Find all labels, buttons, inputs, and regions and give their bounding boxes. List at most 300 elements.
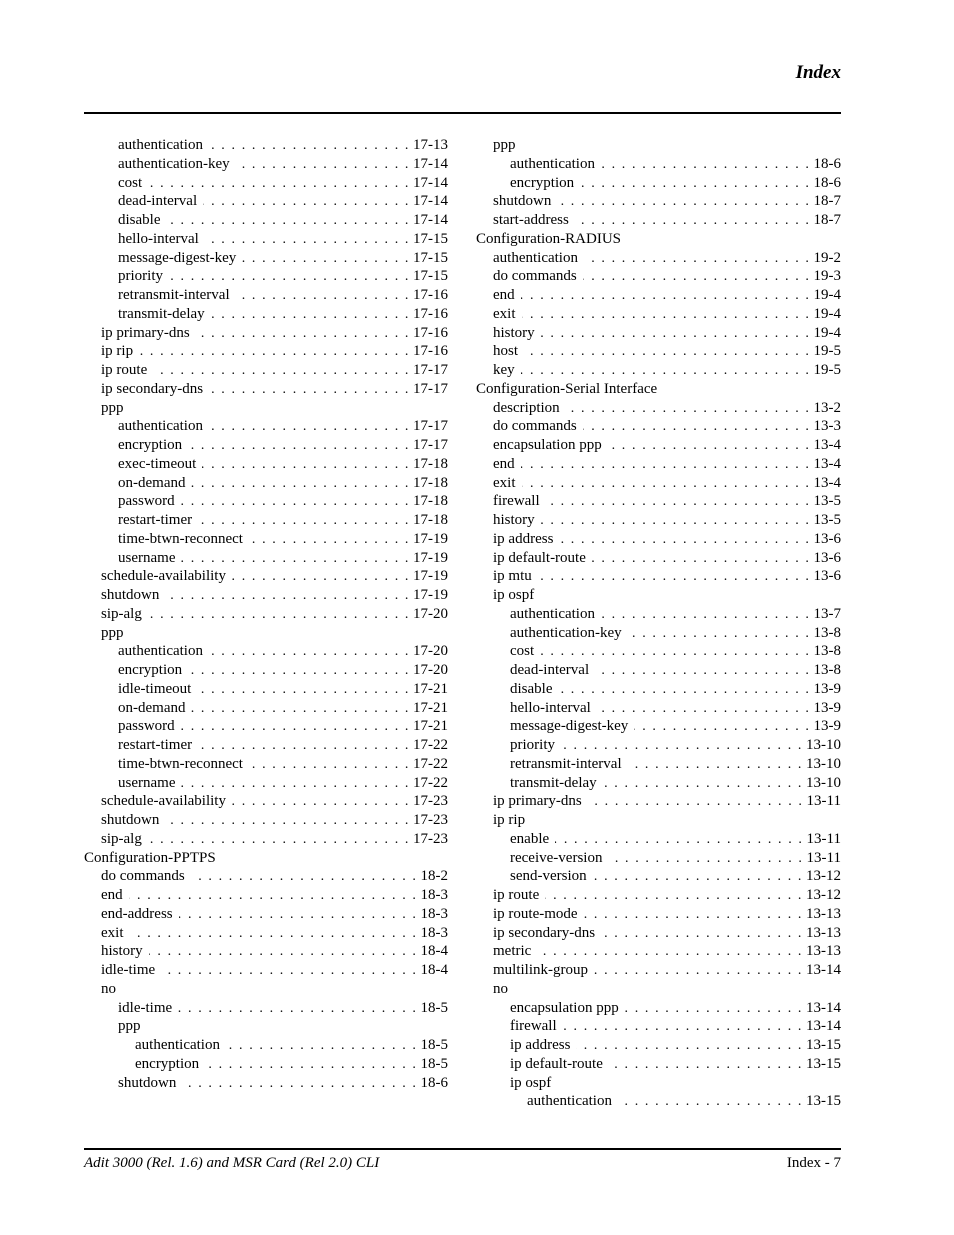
dot-leader (618, 1093, 803, 1112)
index-entry (84, 642, 448, 661)
index-page-ref[interactable]: 13-14 (806, 962, 841, 978)
index-page-ref[interactable]: 17-15 (413, 268, 448, 285)
index-term: hello-interval (118, 230, 199, 247)
index-page-ref[interactable]: 17-20 (413, 605, 448, 622)
index-term: key (493, 362, 515, 378)
index-entry (84, 399, 448, 418)
index-entry (84, 324, 448, 343)
index-page-ref[interactable]: 13-10 (806, 737, 841, 753)
index-page-ref[interactable]: 13-4 (813, 455, 841, 472)
index-entry (476, 511, 841, 530)
index-term: transmit-delay (118, 305, 205, 322)
dot-leader (179, 906, 418, 925)
index-entry (84, 736, 448, 755)
index-page-ref[interactable]: 13-13 (806, 924, 841, 941)
index-page-ref[interactable]: 17-19 (413, 568, 448, 585)
index-term: multilink-group (493, 962, 588, 978)
index-term: start-address (493, 212, 569, 228)
index-entry (84, 567, 448, 586)
dot-leader (566, 400, 811, 419)
index-entry (476, 736, 841, 755)
index-term: description (493, 399, 560, 416)
index-entry (84, 830, 448, 849)
index-term: do commands (493, 268, 577, 285)
index-term: end (493, 287, 515, 303)
index-page-ref[interactable]: 18-6 (420, 1074, 448, 1091)
index-term: receive-version (510, 849, 603, 866)
dot-leader (601, 925, 803, 944)
index-entry (84, 905, 448, 924)
dot-leader (546, 493, 811, 512)
dot-leader (130, 925, 418, 944)
index-page-ref[interactable]: 13-14 (806, 999, 841, 1016)
index-entry (476, 436, 841, 455)
dot-leader (521, 456, 811, 475)
index-term: ip secondary-dns (101, 380, 204, 397)
index-entry (84, 886, 448, 905)
index-term: transmit-delay (510, 774, 597, 791)
index-term: authentication (118, 137, 203, 153)
index-term: do commands (101, 868, 185, 885)
dot-leader (583, 268, 811, 287)
index-page-ref[interactable]: 13-5 (813, 512, 841, 528)
index-term: idle-time (118, 999, 173, 1016)
index-term: enable (510, 830, 550, 847)
dot-leader (545, 887, 803, 906)
index-page-ref[interactable]: 18-6 (813, 174, 841, 191)
index-term: on-demand (118, 699, 186, 716)
index-term: exit (101, 924, 124, 941)
index-term: password (118, 718, 175, 735)
index-entry (84, 811, 448, 830)
index-term: ip default-route (510, 1055, 603, 1072)
dot-leader (521, 287, 811, 306)
dot-leader (584, 906, 803, 925)
dot-leader (209, 418, 410, 437)
index-page-ref[interactable]: 17-14 (413, 193, 448, 210)
index-entry (476, 774, 841, 793)
index-page-ref[interactable]: 17-13 (413, 137, 448, 153)
dot-leader (634, 718, 810, 737)
index-term: ip mtu (493, 568, 532, 585)
index-page-ref[interactable]: 13-8 (813, 643, 841, 660)
index-page-ref[interactable]: 17-14 (413, 174, 448, 191)
index-page-ref[interactable]: 18-3 (420, 887, 448, 903)
dot-leader (608, 437, 811, 456)
index-page-ref[interactable]: 17-14 (413, 155, 448, 172)
index-page-ref[interactable]: 13-15 (806, 1037, 841, 1053)
index-page-ref[interactable]: 17-18 (413, 474, 448, 491)
dot-leader (601, 156, 811, 175)
index-page-ref[interactable]: 17-17 (413, 437, 448, 453)
index-page-ref[interactable]: 17-15 (413, 249, 448, 266)
dot-leader (148, 175, 410, 194)
index-entry (476, 174, 841, 193)
index-entry (476, 136, 841, 155)
dot-leader (205, 231, 410, 250)
index-term: restart-timer (118, 512, 193, 528)
index-page-ref[interactable]: 13-3 (813, 418, 841, 435)
index-entry (84, 342, 448, 361)
index-entry (476, 717, 841, 736)
index-term: priority (118, 268, 163, 285)
index-entry (84, 586, 448, 605)
index-term: priority (510, 737, 555, 753)
index-page-ref[interactable]: 17-22 (413, 755, 448, 772)
index-page-ref[interactable]: 17-20 (413, 643, 448, 660)
index-page-ref[interactable]: 17-20 (413, 662, 448, 678)
index-entry (476, 680, 841, 699)
index-page-ref[interactable]: 13-2 (813, 399, 841, 416)
index-page-ref[interactable]: 19-5 (813, 343, 841, 360)
index-entry (84, 230, 448, 249)
index-term: ip route (101, 362, 148, 378)
index-entry (476, 324, 841, 343)
index-entry (84, 361, 448, 380)
index-entry (84, 999, 448, 1018)
index-entry (476, 361, 841, 380)
index-page-ref[interactable]: 17-23 (413, 793, 448, 810)
index-entry (84, 267, 448, 286)
index-entry (84, 286, 448, 305)
index-entry (476, 1092, 841, 1111)
index-entry (476, 286, 841, 305)
index-term: encryption (118, 662, 183, 678)
index-entry (476, 867, 841, 886)
index-entry (476, 399, 841, 418)
dot-leader (522, 475, 811, 494)
dot-leader (561, 737, 803, 756)
index-entry (476, 830, 841, 849)
index-term: cost (118, 174, 143, 191)
index-term: schedule-availability (101, 568, 226, 585)
index-entry (476, 605, 841, 624)
index-term: firewall (510, 1018, 557, 1035)
index-entry (84, 492, 448, 511)
index-column-right (476, 136, 841, 1111)
index-term: message-digest-key (510, 718, 629, 735)
dot-leader (593, 868, 803, 887)
index-term: idle-timeout (118, 680, 192, 697)
dot-leader (148, 606, 410, 625)
index-page-ref[interactable]: 19-4 (813, 287, 841, 303)
index-page-ref[interactable]: 13-13 (806, 943, 841, 960)
header-rule (84, 112, 841, 114)
index-page-ref[interactable]: 17-21 (413, 680, 448, 697)
index-term: username (118, 549, 176, 566)
index-page-ref[interactable]: 17-17 (413, 418, 448, 435)
index-entry (476, 305, 841, 324)
index-page-ref[interactable]: 17-22 (413, 737, 448, 753)
index-page-ref[interactable]: 19-2 (813, 249, 841, 266)
dot-leader (580, 175, 810, 194)
index-page-ref[interactable]: 17-15 (413, 230, 448, 247)
index-entry (84, 211, 448, 230)
index-page-ref[interactable]: 17-21 (413, 718, 448, 735)
index-page-ref[interactable]: 18-4 (420, 943, 448, 960)
index-entry (476, 1074, 841, 1093)
index-entry (84, 942, 448, 961)
dot-leader (594, 962, 803, 981)
index-page-ref[interactable]: 13-4 (813, 437, 841, 453)
index-page-ref[interactable]: 18-3 (420, 905, 448, 922)
dot-leader (541, 512, 811, 531)
index-page-ref[interactable]: 13-15 (806, 1093, 841, 1110)
index-entry (476, 211, 841, 230)
index-page-ref[interactable]: 17-21 (413, 699, 448, 716)
index-term: ip route-mode (493, 905, 578, 922)
index-entry (84, 849, 448, 868)
index-term: authentication (135, 1037, 220, 1053)
index-page-ref[interactable]: 18-7 (813, 193, 841, 210)
dot-leader (601, 606, 811, 625)
index-entry (476, 755, 841, 774)
index-term: ip address (493, 530, 554, 547)
index-term: retransmit-interval (118, 287, 230, 303)
index-term: end-address (101, 905, 173, 922)
index-page-ref[interactable]: 13-7 (813, 605, 841, 622)
dot-leader (559, 681, 811, 700)
index-page-ref[interactable]: 18-5 (420, 1055, 448, 1072)
index-page-ref[interactable]: 13-13 (806, 905, 841, 922)
index-entry (84, 511, 448, 530)
index-page-ref[interactable]: 17-17 (413, 362, 448, 378)
dot-leader (188, 437, 410, 456)
dot-leader (167, 212, 411, 231)
index-entry (476, 249, 841, 268)
index-term: ip default-route (493, 549, 586, 566)
index-entry (84, 417, 448, 436)
dot-leader (249, 756, 410, 775)
index-page-ref[interactable]: 13-12 (806, 868, 841, 885)
footer-rule (84, 1148, 841, 1150)
index-entry (476, 474, 841, 493)
index-entry (84, 961, 448, 980)
index-entry (476, 886, 841, 905)
index-page-ref[interactable]: 13-8 (813, 624, 841, 641)
index-page-ref[interactable]: 13-12 (806, 887, 841, 903)
index-entry (84, 249, 448, 268)
index-page-ref[interactable]: 13-15 (806, 1055, 841, 1072)
index-page-ref[interactable]: 13-8 (813, 662, 841, 678)
dot-leader (557, 193, 810, 212)
index-page-ref[interactable]: 18-5 (420, 1037, 448, 1053)
index-entry (476, 380, 841, 399)
index-page-ref[interactable]: 13-11 (806, 793, 841, 810)
index-term: shutdown (493, 193, 552, 210)
index-term: exec-timeout (118, 455, 197, 472)
dot-leader (191, 868, 418, 887)
index-term: idle-time (101, 962, 156, 978)
index-term: encryption (135, 1055, 200, 1072)
index-page-ref[interactable]: 13-10 (806, 774, 841, 791)
dot-leader (188, 662, 410, 681)
index-term: no (493, 980, 508, 997)
index-term: do commands (493, 418, 577, 435)
index-page-ref[interactable]: 18-3 (420, 924, 448, 941)
index-page-ref[interactable]: 18-5 (420, 999, 448, 1016)
index-entry (84, 530, 448, 549)
index-entry (84, 1017, 448, 1036)
index-term: host (493, 343, 519, 360)
index-page-ref[interactable]: 18-7 (813, 212, 841, 228)
index-term: encapsulation ppp (493, 437, 602, 453)
index-term: sip-alg (101, 830, 142, 847)
dot-leader (628, 756, 803, 775)
dot-leader (576, 1037, 803, 1056)
index-page-ref[interactable]: 19-4 (813, 305, 841, 322)
index-page-ref[interactable]: 13-4 (813, 474, 841, 491)
index-page-ref[interactable]: 13-10 (806, 755, 841, 772)
index-page-ref[interactable]: 13-9 (813, 699, 841, 716)
index-term: ip rip (493, 812, 526, 828)
index-entry (476, 567, 841, 586)
index-page-ref[interactable]: 17-23 (413, 830, 448, 847)
index-page-ref[interactable]: 17-16 (413, 287, 448, 303)
index-entry (476, 1055, 841, 1074)
index-entry (476, 980, 841, 999)
dot-leader (148, 831, 410, 850)
dot-leader (537, 943, 803, 962)
index-entry (84, 1036, 448, 1055)
dot-leader (522, 306, 811, 325)
index-term: disable (510, 680, 553, 697)
dot-leader (129, 887, 418, 906)
index-entry (84, 1074, 448, 1093)
index-term: ip rip (101, 343, 134, 360)
index-page-ref[interactable]: 17-18 (413, 455, 448, 472)
dot-leader (181, 550, 410, 569)
index-entry (476, 961, 841, 980)
index-term: time-btwn-reconnect (118, 530, 243, 547)
dot-leader (609, 1056, 803, 1075)
index-term: sip-alg (101, 605, 142, 622)
dot-leader (603, 775, 803, 794)
index-entry (84, 192, 448, 211)
index-entry (476, 624, 841, 643)
index-page-ref[interactable]: 13-6 (813, 530, 841, 547)
index-entry (84, 699, 448, 718)
index-entry (84, 774, 448, 793)
index-term: password (118, 493, 175, 510)
index-page-ref[interactable]: 17-22 (413, 774, 448, 791)
index-page-ref[interactable]: 13-9 (813, 718, 841, 735)
index-entry (84, 155, 448, 174)
dot-leader (149, 943, 418, 962)
index-term: authentication (118, 643, 203, 660)
index-term: authentication (118, 418, 203, 435)
index-page-ref[interactable]: 13-11 (806, 830, 841, 847)
index-page-ref[interactable]: 18-2 (420, 868, 448, 885)
index-page-ref[interactable]: 19-4 (813, 324, 841, 341)
dot-leader (595, 662, 810, 681)
index-page-ref[interactable]: 17-16 (413, 343, 448, 360)
dot-leader (584, 250, 811, 269)
index-term: ppp (118, 1018, 141, 1035)
dot-leader (182, 1075, 417, 1094)
index-term: shutdown (101, 812, 160, 828)
index-entry (84, 305, 448, 324)
index-term: on-demand (118, 474, 186, 491)
index-page-ref[interactable]: 17-23 (413, 812, 448, 828)
index-term: send-version (510, 868, 587, 885)
index-page-ref[interactable]: 13-14 (806, 1018, 841, 1035)
index-column-left (84, 136, 448, 1092)
index-page-ref[interactable]: 17-16 (413, 305, 448, 322)
index-page-ref[interactable]: 13-11 (806, 849, 841, 866)
index-entry (476, 811, 841, 830)
dot-leader (165, 812, 410, 831)
dot-leader (181, 718, 410, 737)
index-entry (476, 492, 841, 511)
dot-leader (628, 625, 811, 644)
index-page-ref[interactable]: 17-19 (413, 530, 448, 547)
dot-leader (196, 325, 410, 344)
dot-leader (165, 587, 410, 606)
index-entry (84, 867, 448, 886)
index-term: authentication-key (510, 624, 622, 641)
dot-leader (597, 700, 811, 719)
index-page-ref[interactable]: 13-5 (813, 493, 841, 510)
index-entry (84, 549, 448, 568)
index-page-ref[interactable]: 18-6 (813, 155, 841, 172)
index-entry (84, 755, 448, 774)
dot-leader (181, 493, 410, 512)
index-term: ip primary-dns (493, 793, 582, 810)
index-entry (476, 530, 841, 549)
index-page-ref[interactable]: 17-16 (413, 324, 448, 341)
dot-leader (521, 362, 811, 381)
dot-leader (555, 831, 803, 850)
index-term: history (101, 943, 143, 960)
index-page-ref[interactable]: 13-9 (813, 680, 841, 697)
index-term: dead-interval (510, 662, 590, 678)
index-page-ref[interactable]: 17-19 (413, 549, 448, 566)
index-page-ref[interactable]: 17-18 (413, 512, 448, 528)
index-term: end (493, 455, 515, 472)
index-page-ref[interactable]: 17-18 (413, 493, 448, 510)
index-entry (476, 999, 841, 1018)
index-term: hello-interval (510, 699, 591, 716)
index-term: exit (493, 474, 516, 491)
index-page-ref[interactable]: 19-3 (813, 268, 841, 285)
index-term: authentication-key (118, 155, 230, 172)
dot-leader (249, 531, 410, 550)
index-term: firewall (493, 493, 540, 510)
index-term: restart-timer (118, 737, 193, 753)
dot-leader (169, 268, 410, 287)
index-term: dead-interval (118, 193, 198, 210)
index-page-ref[interactable]: 17-19 (413, 587, 448, 603)
dot-leader (202, 456, 410, 475)
index-page-ref[interactable]: 13-6 (813, 568, 841, 585)
index-entry (84, 717, 448, 736)
index-page-ref[interactable]: 13-6 (813, 549, 841, 566)
dot-leader (242, 250, 410, 269)
dot-leader (236, 287, 410, 306)
dot-leader (203, 193, 410, 212)
index-page-ref[interactable]: 17-14 (413, 212, 448, 228)
dot-leader (139, 343, 410, 362)
index-page-ref[interactable]: 19-5 (813, 362, 841, 378)
index-term: authentication (527, 1093, 612, 1110)
dot-leader (209, 643, 410, 662)
index-page-ref[interactable]: 17-17 (413, 380, 448, 397)
index-page-ref[interactable]: 18-4 (420, 962, 448, 978)
index-entry (84, 136, 448, 155)
index-entry (476, 942, 841, 961)
dot-leader (559, 531, 810, 550)
